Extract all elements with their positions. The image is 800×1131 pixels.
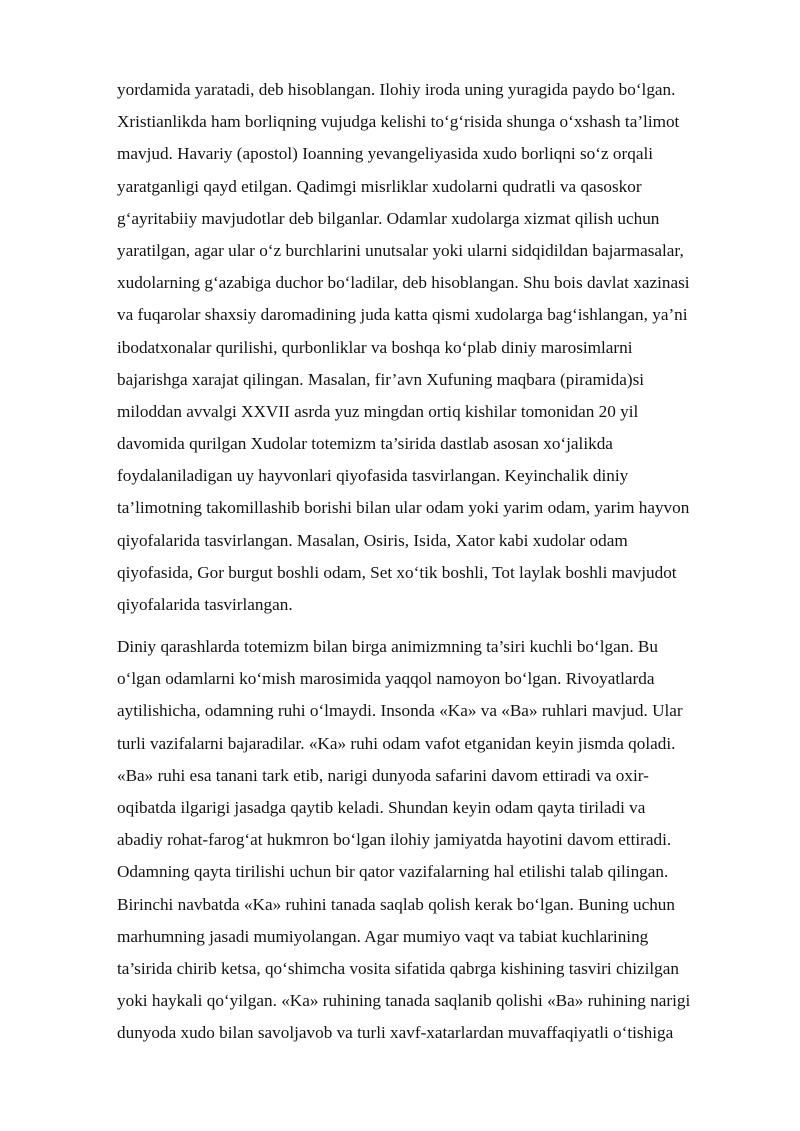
text-line: oqibatda ilgarigi jasadga qaytib keladi. Shundan keyin odam qayta tiriladi va	[117, 797, 646, 817]
text-line: va fuqarolar shaxsiy daromadining juda katta qismi xudolarga bag‘ishlangan, ya’ni	[117, 305, 688, 325]
paragraph	[117, 631, 745, 1049]
text-line: ta’limotning takomillashib borishi bilan ular odam yoki yarim odam, yarim hayvon	[117, 498, 690, 518]
text-line: miloddan avvalgi XXVII asrda yuz mingdan ortiq kishilar tomonidan 20 yil	[117, 401, 639, 421]
text-line: abadiy rohat-farog‘at hukmron bo‘lgan ilohiy jamiyatda hayotini davom ettiradi.	[117, 830, 672, 850]
text-line: o‘lgan odamlarni ko‘mish marosimida yaqqol namoyon bo‘lgan. Rivoyatlarda	[117, 669, 655, 689]
text-line: Odamning qayta tirilishi uchun bir qator vazifalarning hal etilishi talab qilingan.	[117, 862, 669, 882]
text-line: aytilishicha, odamning ruhi o‘lmaydi. Insonda «Ka» va «Ba» ruhlari mavjud. Ular	[117, 701, 683, 721]
text-line: Diniy qarashlarda totemizm bilan birga animizmning ta’siri kuchli bo‘lgan. Bu	[117, 637, 658, 656]
text-line: Xristianlikda ham borliqning vujudga kelishi to‘g‘risida shunga o‘xshash ta’limot	[117, 112, 680, 132]
text-line: yaratilgan, agar ular o‘z burchlarini unutsalar yoki ularni sidqidildan bajarmasalar,	[117, 240, 684, 260]
text-line: xudolarning g‘azabiga duchor bo‘ladilar, deb hisoblangan. Shu bois davlat xazinasi	[117, 273, 690, 293]
text-line: dunyoda xudo bilan savoljavob va turli xavf-xatarlardan muvaffaqiyatli o‘tishiga	[117, 1023, 674, 1043]
text-line: ta’sirida chirib ketsa, qo‘shimcha vosita sifatida qabrga kishining tasviri chizilgan	[117, 958, 679, 978]
text-line: qiyofalarida tasvirlangan. Masalan, Osiris, Isida, Xator kabi xudolar odam	[117, 530, 628, 550]
text-line: ibodatxonalar qurilishi, qurbonliklar va boshqa ko‘plab diniy marosimlarni	[117, 337, 633, 357]
text-line: foydalaniladigan uy hayvonlari qiyofasida tasvirlangan. Keyinchalik diniy	[117, 466, 629, 486]
text-line: mavjud. Havariy (apostol) Ioanning yevangeliyasida xudo borliqni so‘z orqali	[117, 144, 654, 164]
text-line: yoki haykali qo‘yilgan. «Ka» ruhining tanada saqlanib qolishi «Ba» ruhining narigi	[117, 991, 691, 1011]
text-line: turli vazifalarni bajaradilar. «Ka» ruhi odam vafot etganidan keyin jismda qoladi.	[117, 733, 676, 753]
text-line: «Ba» ruhi esa tanani tark etib, narigi dunyoda safarini davom ettiradi va oxir-	[117, 765, 649, 785]
text-line: qiyofalarida tasvirlangan.	[117, 595, 293, 614]
text-line: qiyofasida, Gor burgut boshli odam, Set xo‘tik boshli, Tot laylak boshli mavjudot	[117, 562, 677, 582]
text-line: yordamida yaratadi, deb hisoblangan. Ilohiy iroda uning yuragida paydo bo‘lgan.	[117, 80, 676, 99]
text-line: Birinchi navbatda «Ka» ruhini tanada saqlab qolish kerak bo‘lgan. Buning uchun	[117, 894, 675, 914]
text-line: davomida qurilgan Xudolar totemizm ta’sirida dastlab asosan xo‘jalikda	[117, 434, 613, 454]
text-line: yaratganligi qayd etilgan. Qadimgi misrliklar xudolarni qudratli va qasoskor	[117, 176, 642, 196]
text-line: g‘ayritabiiy mavjudotlar deb bilganlar. Odamlar xudolarga xizmat qilish uchun	[117, 208, 660, 228]
text-line: bajarishga xarajat qilingan. Masalan, fir’avn Xufuning maqbara (piramida)si	[117, 369, 645, 389]
paragraph	[117, 74, 745, 621]
text-line: marhumning jasadi mumiyolangan. Agar mumiyo vaqt va tabiat kuchlarining	[117, 926, 649, 946]
